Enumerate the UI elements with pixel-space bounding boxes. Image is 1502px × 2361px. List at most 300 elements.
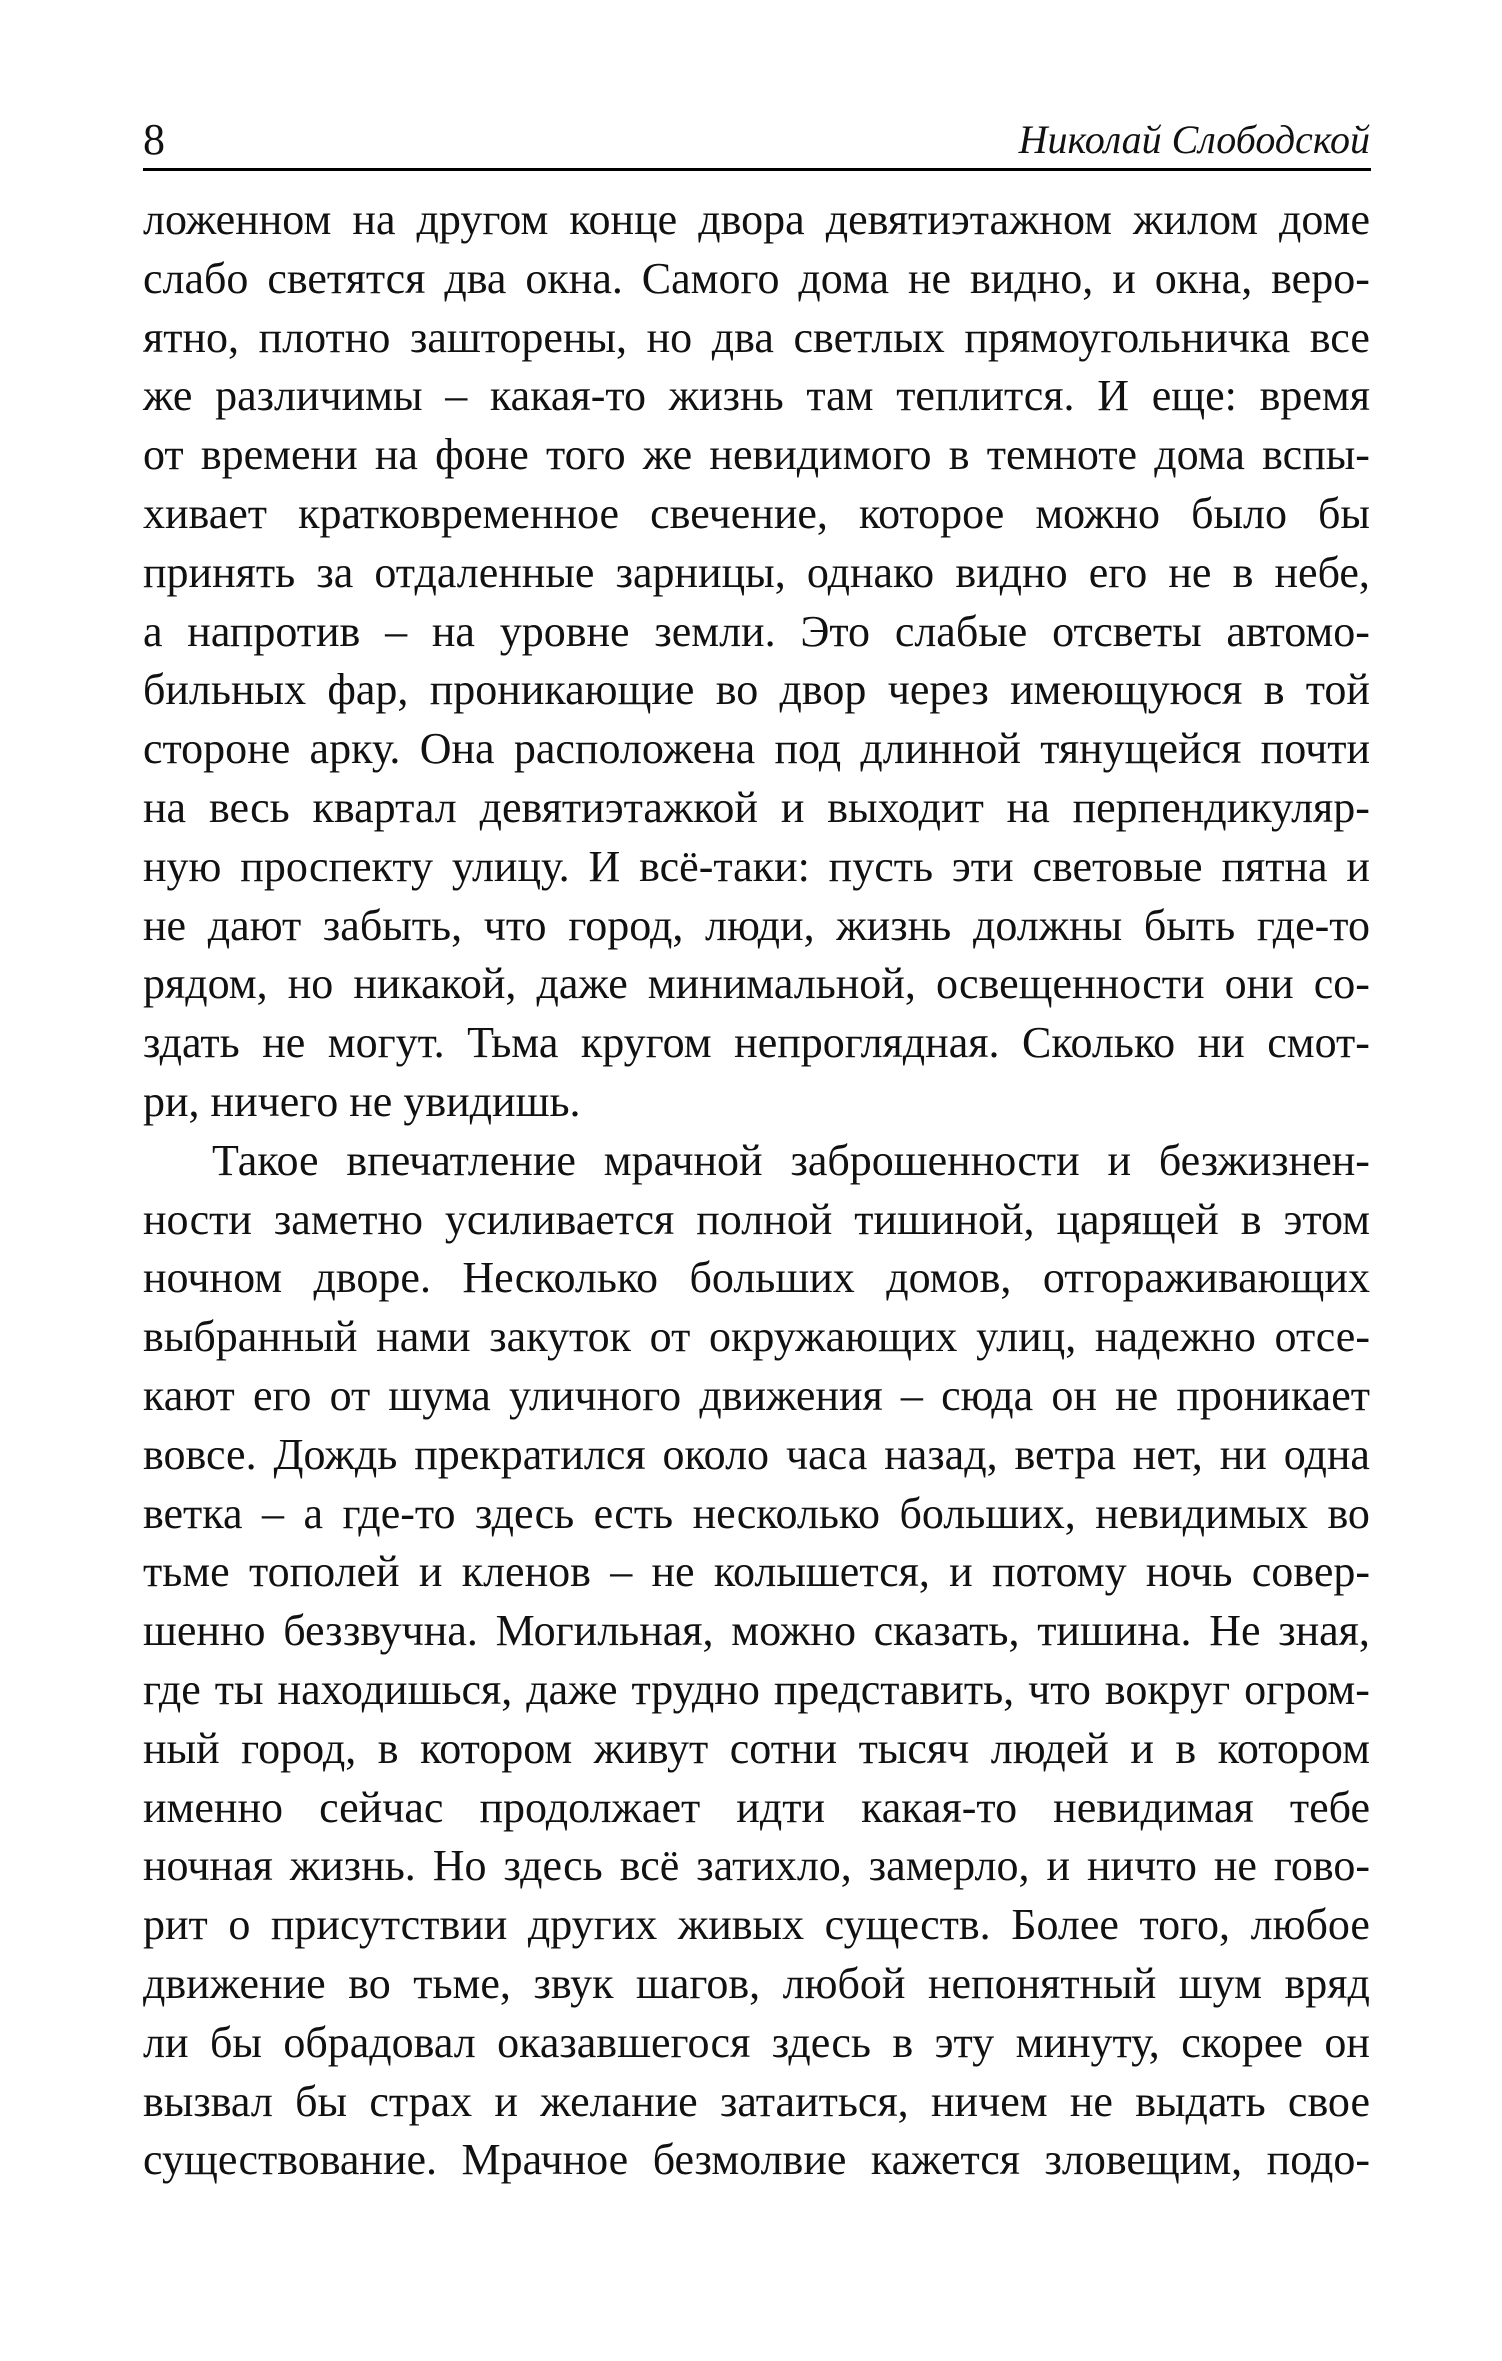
text-line	[143, 309, 1370, 368]
word: имеющуюся	[1010, 665, 1243, 715]
word: жизнь.	[289, 1841, 416, 1891]
word: и	[1112, 253, 1136, 303]
word: вокруг	[1104, 1664, 1231, 1714]
word: того,	[1139, 1900, 1231, 1950]
word: скорее	[1181, 2017, 1303, 2067]
word: девятиэтажном	[825, 195, 1112, 244]
word: принять	[143, 547, 296, 597]
word: подо-	[1266, 2135, 1370, 2185]
word: видно	[955, 547, 1068, 597]
word: расположена	[513, 724, 756, 774]
word: ный	[143, 1723, 220, 1773]
word: люди,	[705, 900, 815, 950]
text-line	[143, 1249, 1370, 1308]
text-line	[143, 720, 1370, 779]
word: ности	[143, 1194, 252, 1244]
word: Не	[1209, 1606, 1261, 1656]
word: фоне	[435, 430, 529, 480]
word: гово-	[1273, 1841, 1370, 1891]
word: даже	[536, 959, 628, 1009]
word: два	[711, 312, 774, 362]
word: плотно	[258, 312, 391, 362]
word: жизнь	[836, 900, 952, 950]
word: Могильная,	[495, 1606, 714, 1656]
word: ночная	[143, 1841, 273, 1891]
word: невидимых	[1095, 1488, 1308, 1538]
word: и	[1346, 841, 1370, 891]
word: не	[1115, 1370, 1159, 1420]
word: именно	[143, 1782, 284, 1832]
word: тополей	[248, 1547, 400, 1597]
word: времени	[200, 430, 358, 480]
word: заброшенности	[790, 1135, 1080, 1185]
word: не	[1168, 547, 1212, 597]
word: кажется	[870, 2135, 1021, 2185]
word: время	[1259, 371, 1370, 421]
word: трудно	[631, 1664, 760, 1714]
word: в	[948, 430, 970, 480]
word: кратковременное	[298, 488, 620, 538]
word: одна	[1283, 1429, 1370, 1479]
word: полной	[696, 1194, 833, 1244]
word: в	[377, 1723, 399, 1773]
text-line	[143, 1014, 1370, 1073]
word: выдать	[1135, 2076, 1266, 2126]
word: теплится.	[896, 371, 1075, 421]
word: весь	[208, 782, 290, 832]
word: существование.	[143, 2135, 438, 2185]
word: той	[1305, 665, 1370, 715]
word: царящей	[1056, 1194, 1219, 1244]
word: проспекту	[240, 841, 433, 891]
word: отгораживающих	[1042, 1253, 1370, 1303]
word: отсветы	[1052, 606, 1202, 656]
word: совер-	[1251, 1547, 1370, 1597]
word: видно,	[970, 253, 1094, 303]
word: небе,	[1274, 547, 1370, 597]
word: в	[1232, 547, 1254, 597]
word: часа	[786, 1429, 868, 1479]
word: светлых	[793, 312, 945, 362]
word: безжизнен-	[1158, 1135, 1370, 1185]
word: автомо-	[1226, 606, 1370, 656]
word: и	[1046, 1841, 1070, 1891]
word: Сколько	[1022, 1018, 1176, 1068]
word: слабые	[894, 606, 1028, 656]
word: но	[646, 312, 693, 362]
word: ночном	[143, 1253, 283, 1303]
paragraph-last-line: ри, ничего не увидишь.	[143, 1076, 581, 1126]
word: бы	[1318, 488, 1370, 538]
word: выходит	[827, 782, 984, 832]
word: тьме,	[413, 1958, 511, 2008]
word: он	[1051, 1370, 1097, 1420]
word: кленов	[461, 1547, 591, 1597]
word: слабо	[143, 253, 249, 303]
text-line	[143, 1543, 1370, 1602]
word: затихло,	[696, 1841, 852, 1891]
word: назад,	[884, 1429, 998, 1479]
word: усиливается	[444, 1194, 675, 1244]
word: и	[1107, 1135, 1132, 1185]
word: прекратился	[414, 1429, 646, 1479]
word: вряд	[1284, 1958, 1370, 2008]
word: не	[143, 900, 187, 950]
text-line	[143, 1426, 1370, 1485]
word: можно	[731, 1606, 856, 1656]
text-line	[143, 191, 1370, 250]
word: но	[287, 959, 334, 1009]
page-number: 8	[143, 115, 165, 164]
word: –	[900, 1370, 923, 1420]
word: невидимая	[1053, 1782, 1254, 1832]
word: И	[588, 841, 621, 891]
word: других	[527, 1900, 658, 1950]
word: не	[651, 1547, 695, 1597]
word: там	[806, 371, 874, 421]
running-head	[143, 112, 1370, 168]
word: вспы-	[1262, 430, 1370, 480]
word: колышется,	[713, 1547, 930, 1597]
word: тьме	[143, 1547, 230, 1597]
word: выбранный	[143, 1312, 358, 1362]
text-line	[143, 838, 1370, 897]
word: ную	[143, 841, 222, 891]
word: минимальной,	[647, 959, 916, 1009]
word: в	[1240, 1194, 1262, 1244]
word: длинной	[860, 724, 1021, 774]
word: могут.	[327, 1018, 445, 1068]
word: –	[385, 606, 408, 656]
word: всё	[619, 1841, 680, 1891]
word: два	[444, 253, 507, 303]
word: земли.	[654, 606, 776, 656]
word: закуток	[489, 1312, 631, 1362]
word: уровне	[499, 606, 630, 656]
word: дома	[798, 253, 890, 303]
word: от	[329, 1370, 371, 1420]
word: о	[228, 1900, 251, 1950]
word: домов,	[886, 1253, 1012, 1303]
text-line	[143, 603, 1370, 662]
word: вызвал	[143, 2076, 273, 2126]
word: зарницы,	[615, 547, 786, 597]
text-line	[143, 2014, 1370, 2073]
word: Несколько	[462, 1253, 659, 1303]
word: дворе.	[313, 1253, 431, 1303]
word: отдаленные	[374, 547, 595, 597]
word: сейчас	[319, 1782, 444, 1832]
word: уличного	[508, 1370, 682, 1420]
word: они	[1224, 959, 1294, 1009]
word: даже	[526, 1664, 618, 1714]
word: –	[610, 1547, 633, 1597]
word: отсе-	[1274, 1312, 1370, 1362]
word: светятся	[267, 253, 426, 303]
word: от	[649, 1312, 691, 1362]
word: его	[1088, 547, 1148, 597]
word: не	[1213, 1841, 1257, 1891]
word: не	[262, 1018, 306, 1068]
word: страх	[369, 2076, 473, 2126]
word: бильных	[143, 665, 307, 715]
word: прямоугольничка	[964, 312, 1291, 362]
word: –	[445, 371, 468, 421]
word: обрадовал	[283, 2017, 476, 2067]
word: со-	[1313, 959, 1370, 1009]
word: минуту,	[1015, 2017, 1160, 2067]
word: тянущейся	[1040, 724, 1242, 774]
word: ночь	[1145, 1547, 1233, 1597]
word: шагов,	[636, 1958, 761, 2008]
word: эту	[934, 2017, 995, 2067]
word: где	[143, 1664, 201, 1714]
word: вовсе.	[143, 1429, 257, 1479]
word: на	[1006, 782, 1050, 832]
word: всё-таки:	[639, 841, 810, 891]
word: надежно	[1094, 1312, 1256, 1362]
word: в	[892, 2017, 914, 2067]
word: Такое	[212, 1135, 319, 1185]
text-line	[143, 544, 1370, 603]
word: девятиэтажкой	[479, 782, 758, 832]
word: однако	[806, 547, 935, 597]
word: эти	[951, 841, 1014, 891]
word: беззвучна.	[283, 1606, 478, 1656]
word: бы	[209, 2017, 262, 2067]
word: жизнь	[668, 371, 784, 421]
word: ты	[214, 1664, 264, 1714]
word: невидимого	[709, 430, 932, 480]
word: смот-	[1267, 1018, 1370, 1068]
word: другом	[416, 195, 549, 244]
word: темноте	[986, 430, 1138, 480]
word: хивает	[143, 488, 268, 538]
word: и	[780, 782, 805, 832]
word: любой	[782, 1958, 906, 2008]
word: замерло,	[868, 1841, 1030, 1891]
word: ятно,	[143, 312, 240, 362]
word: он	[1324, 2017, 1370, 2067]
word: а	[303, 1488, 323, 1538]
word: Более	[1011, 1900, 1119, 1950]
word: желание	[540, 2076, 698, 2126]
text-line	[143, 2131, 1370, 2190]
word: Мрачное	[461, 2135, 629, 2185]
text-line	[143, 1896, 1370, 1955]
word: шум	[1178, 1958, 1262, 2008]
text-line	[143, 661, 1370, 720]
word: за	[316, 547, 354, 597]
header-rule	[143, 168, 1371, 171]
word: того	[545, 430, 626, 480]
text-line	[143, 250, 1370, 309]
word: свое	[1287, 2076, 1370, 2126]
word: кругом	[580, 1018, 712, 1068]
word: и	[949, 1547, 973, 1597]
word: в	[1175, 1723, 1197, 1773]
word: движения	[699, 1370, 883, 1420]
word: рит	[143, 1900, 208, 1950]
word: ни	[1219, 1429, 1267, 1479]
word: больших	[689, 1253, 855, 1303]
word: под	[774, 724, 842, 774]
word: Тьма	[467, 1018, 559, 1068]
word: свечение,	[650, 488, 828, 538]
word: Самого	[641, 253, 780, 303]
word: непонятный	[927, 1958, 1157, 2008]
word: проникающие	[429, 665, 695, 715]
word: тишина.	[1037, 1606, 1192, 1656]
text-line	[143, 2073, 1370, 2132]
word: здесь	[503, 1841, 603, 1891]
word: какая-то	[489, 371, 646, 421]
word: движение	[143, 1958, 326, 2008]
word: котором	[1217, 1723, 1370, 1773]
text-line	[143, 1661, 1370, 1720]
word: есть	[593, 1488, 674, 1538]
text-line	[143, 779, 1370, 838]
word: Она	[419, 724, 495, 774]
text-line	[143, 485, 1370, 544]
word: здесь	[771, 2017, 871, 2067]
word: затаиться,	[720, 2076, 909, 2126]
word: а	[143, 606, 163, 656]
word: должны	[972, 900, 1123, 950]
word: здать	[143, 1018, 240, 1068]
paragraph-first-line	[143, 1132, 1370, 1191]
word: не	[908, 253, 952, 303]
word: безмолвие	[652, 2135, 847, 2185]
text-line	[143, 1602, 1370, 1661]
word: на	[431, 606, 475, 656]
text-line	[143, 1720, 1370, 1779]
word: стороне	[143, 724, 291, 774]
word: не	[1069, 2076, 1113, 2126]
word: живут	[593, 1723, 709, 1773]
word: И	[1097, 371, 1130, 421]
word: любое	[1250, 1900, 1370, 1950]
word: шенно	[143, 1606, 266, 1656]
word: живых	[677, 1900, 805, 1950]
word: жилом	[1133, 195, 1258, 244]
word: двор	[779, 665, 867, 715]
word: впечатление	[346, 1135, 576, 1185]
word: и	[494, 2076, 518, 2126]
word: же	[143, 371, 193, 421]
word: огром-	[1244, 1664, 1370, 1714]
word: зашторены,	[409, 312, 628, 362]
word: доме	[1279, 195, 1370, 244]
word: нет,	[1132, 1429, 1203, 1479]
word: улицу.	[451, 841, 570, 891]
word: тебе	[1289, 1782, 1370, 1832]
word: сюда	[941, 1370, 1034, 1420]
running-head-author: Николай Слободской	[1018, 117, 1370, 162]
word: потому	[991, 1547, 1127, 1597]
word: звук	[533, 1958, 614, 2008]
word: арку.	[309, 724, 401, 774]
word: тысяч	[858, 1723, 970, 1773]
word: рядом,	[143, 959, 268, 1009]
word: через	[887, 665, 989, 715]
word: мрачной	[603, 1135, 763, 1185]
word: город,	[241, 1723, 357, 1773]
word: различимы	[215, 371, 423, 421]
word: улиц,	[976, 1312, 1077, 1362]
word: почти	[1260, 724, 1370, 774]
word: напротив	[187, 606, 361, 656]
text-line	[143, 955, 1370, 1014]
word: на	[143, 782, 187, 832]
word: освещенности	[935, 959, 1205, 1009]
text-line	[143, 1191, 1370, 1250]
word: больших,	[899, 1488, 1076, 1538]
word: зловещим,	[1044, 2135, 1243, 2185]
word: здесь	[475, 1488, 575, 1538]
word: ветка	[143, 1488, 243, 1538]
word: забыть,	[322, 900, 463, 950]
word: шума	[388, 1370, 491, 1420]
word: присутствии	[270, 1900, 508, 1950]
text-line	[143, 1308, 1370, 1367]
word: ли	[143, 2017, 189, 2067]
word: и	[418, 1547, 443, 1597]
word: кают	[143, 1370, 235, 1420]
text-line	[143, 1779, 1370, 1838]
word: непроглядная.	[734, 1018, 1000, 1068]
word: проникает	[1176, 1370, 1370, 1420]
word: тишиной,	[854, 1194, 1035, 1244]
word: бы	[295, 2076, 348, 2126]
word: дают	[207, 900, 302, 950]
word: около	[662, 1429, 770, 1479]
word: все	[1309, 312, 1370, 362]
word: было	[1191, 488, 1287, 538]
text-line	[143, 1485, 1370, 1544]
word: его	[252, 1370, 312, 1420]
word: дома	[1154, 430, 1245, 480]
word: пятна	[1221, 841, 1328, 891]
word: –	[261, 1488, 284, 1538]
word: сказать,	[873, 1606, 1020, 1656]
word: нами	[376, 1312, 471, 1362]
word: заметно	[273, 1194, 423, 1244]
word: от	[143, 430, 184, 480]
word: еще:	[1151, 371, 1237, 421]
word: никакой,	[353, 959, 517, 1009]
word: Дождь	[273, 1429, 398, 1479]
word: на	[352, 195, 396, 244]
text-line	[143, 897, 1370, 956]
word: ложенном	[143, 195, 332, 244]
word: окружающих	[708, 1312, 958, 1362]
word: во	[1327, 1488, 1370, 1538]
text-line	[143, 1837, 1370, 1896]
text-line	[143, 1367, 1370, 1426]
word: двора	[698, 195, 805, 244]
word: какая-то	[861, 1782, 1018, 1832]
word: окна.	[525, 253, 623, 303]
word: же	[642, 430, 693, 480]
word: во	[715, 665, 759, 715]
text-line	[143, 1955, 1370, 2014]
word: что	[1028, 1664, 1091, 1714]
word: фар,	[327, 665, 409, 715]
word: где-то	[342, 1488, 456, 1538]
word: котором	[420, 1723, 573, 1773]
word: ветра	[1014, 1429, 1116, 1479]
